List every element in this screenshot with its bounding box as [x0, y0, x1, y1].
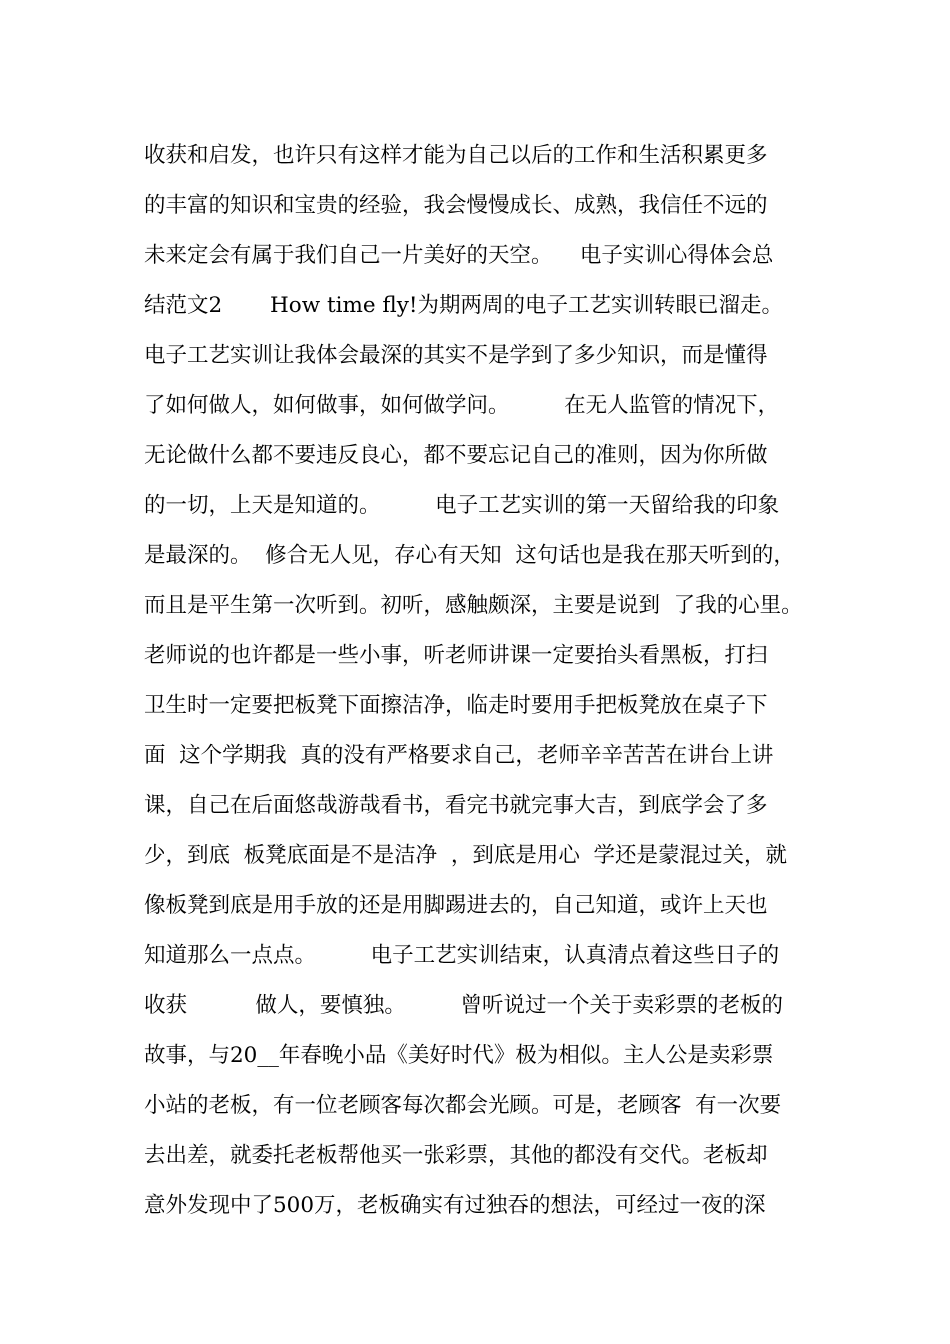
- text-line: 的丰富的知识和宝贵的经验，我会慢慢成长、成熟，我信任不远的: [144, 193, 768, 218]
- text-line: 去出差，就委托老板帮他买一张彩票，其他的都没有交代。老板却: [144, 1143, 768, 1168]
- text-line: 故事，与20__年春晚小品《美好时代》极为相似。主人公是卖彩票: [144, 1043, 774, 1068]
- text-line: 是最深的。 修合无人见，存心有天知 这句话也是我在那天听到的，: [144, 543, 795, 568]
- text-line: 意外发现中了500万，老板确实有过独吞的想法，可经过一夜的深: [144, 1193, 766, 1218]
- text-line: 小站的老板，有一位老顾客每次都会光顾。可是，老顾客 有一次要: [144, 1093, 782, 1118]
- text-line: 像板凳到底是用手放的还是用脚踢进去的，自己知道，或许上天也: [144, 893, 768, 918]
- text-line: 电子工艺实训让我体会最深的其实不是学到了多少知识，而是懂得: [144, 343, 768, 368]
- text-line: 知道那么一点点。 电子工艺实训结束，认真清点着这些日子的: [144, 943, 780, 968]
- text-line: 少，到底 板凳底面是不是洁净 ，到底是用心 学还是蒙混过关，就: [144, 843, 788, 868]
- text-line: 收获和启发，也许只有这样才能为自己以后的工作和生活积累更多: [144, 143, 768, 168]
- text-line: 无论做什么都不要违反良心，都不要忘记自己的准则，因为你所做: [144, 443, 768, 468]
- text-line: 面 这个学期我 真的没有严格要求自己，老师辛辛苦苦在讲台上讲: [144, 743, 774, 768]
- text-line: 结范文2 How time fly!为期两周的电子工艺实训转眼已溜走。: [144, 293, 784, 318]
- body-text: [144, 131, 844, 1231]
- text-line: 卫生时一定要把板凳下面擦洁净，临走时要用手把板凳放在桌子下: [144, 693, 768, 718]
- text-line: 课，自己在后面悠哉游哉看书，看完书就完事大吉，到底学会了多: [144, 793, 768, 818]
- text-line: 老师说的也许都是一些小事，听老师讲课一定要抬头看黑板，打扫: [144, 643, 768, 668]
- text-line: 了如何做人，如何做事，如何做学问。 在无人监管的情况下，: [144, 393, 780, 418]
- text-line: 未来定会有属于我们自己一片美好的天空。 电子实训心得体会总: [144, 243, 774, 268]
- text-line: 收获 做人，要慎独。 曾听说过一个关于卖彩票的老板的: [144, 993, 784, 1018]
- text-line: 的一切，上天是知道的。 电子工艺实训的第一天留给我的印象: [144, 493, 780, 518]
- text-line: 而且是平生第一次听到。初听，感触颇深，主要是说到 了我的心里。: [144, 593, 803, 618]
